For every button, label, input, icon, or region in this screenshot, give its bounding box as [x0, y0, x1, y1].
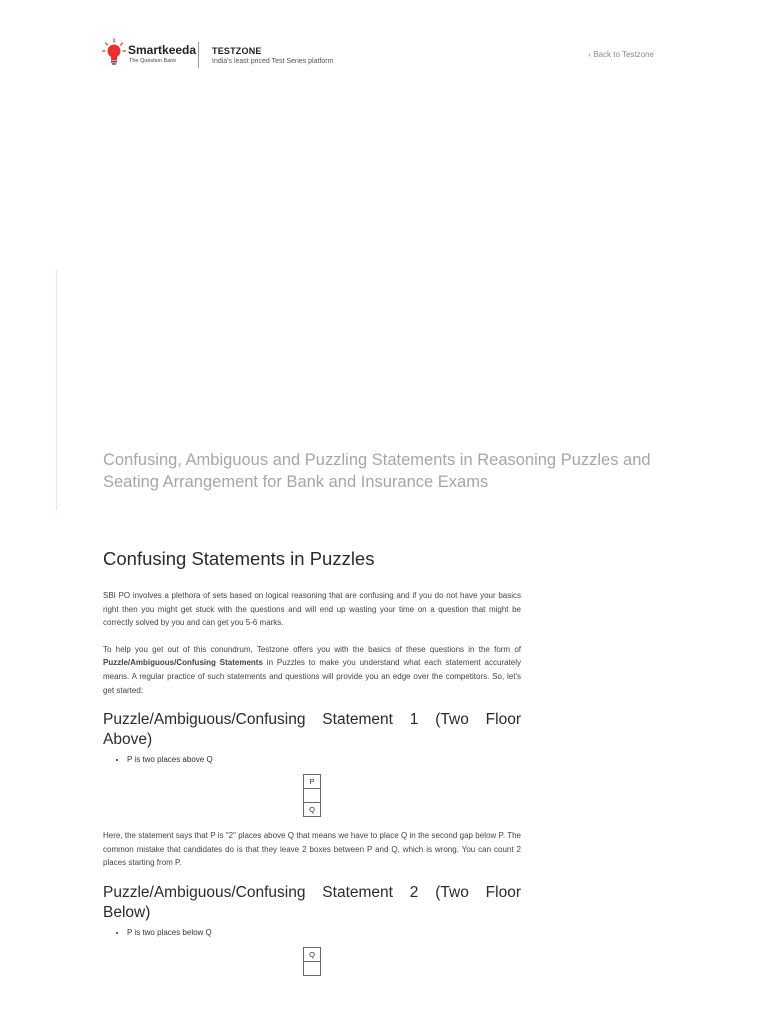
statement-1-list — [103, 754, 521, 766]
back-to-testzone-link[interactable]: ‹ Back to Testzone — [588, 50, 654, 59]
grid-cell — [304, 789, 321, 803]
statement-1-title: Puzzle/Ambiguous/Confusing Statement 1 (Two Floor Above) — [103, 711, 521, 749]
hero-title: Confusing, Ambiguous and Puzzling Statements in Reasoning Puzzles and Seating Arrangement for Bank and Insurance Exams — [103, 451, 651, 491]
article-content — [103, 547, 521, 988]
statement-1-bullet: • P is two places above Q — [127, 754, 521, 766]
statement-2-bullet: • P is two places below Q — [127, 927, 521, 939]
grid-cell: Q — [304, 803, 321, 817]
brand-tagline: The Question Bank — [129, 58, 177, 64]
testzone-tagline: India's least priced Test Series platform — [212, 58, 334, 65]
intro-bold-term: Puzzle/Ambiguous/Confusing Statements — [103, 658, 263, 668]
brand-name: Smartkeeda — [128, 43, 197, 57]
grid-cell — [304, 961, 321, 975]
grid-cell: Q — [304, 947, 321, 961]
intro-paragraph-1: SBI PO involves a plethora of sets based on logical reasoning that are confusing and if you do not have your basics right then you might get stuck with the questions and will end up wasting your time on a question that might be correctly solved by you and can get you 5-6 marks. — [103, 591, 521, 628]
decorative-line — [56, 270, 57, 510]
intro-text-start: To help you get out of this conundrum, Testzone offers you with the basics of these questions in the form of — [103, 644, 521, 654]
header-divider — [198, 42, 199, 68]
statement-2-title: Puzzle/Ambiguous/Confusing Statement 2 (Two Floor Below) — [103, 883, 521, 921]
statement-1-explanation: Here, the statement says that P is "2" places above Q that means we have to place Q in the second gap below P. The common mistake that candidates do is that they leave 2 boxes between P and Q, which is wrong. You can count 2 places starting from P. — [103, 831, 521, 868]
top-bar — [0, 0, 768, 110]
intro-text-end: in Puzzles to make you understand what each statement accurately means. A regular practice of such statements and questions will provide you an edge over the competitors. So, let's get started: — [103, 658, 522, 695]
statement-2-grid — [303, 947, 321, 976]
intro-paragraph-2 — [103, 643, 521, 697]
smartkeeda-logo[interactable] — [102, 38, 202, 72]
lightbulb-icon — [102, 38, 126, 68]
statement-2-list — [103, 927, 521, 939]
article-heading: Confusing Statements in Puzzles — [103, 548, 375, 569]
statement-1-grid — [303, 774, 321, 817]
testzone-title: TESTZONE — [212, 46, 262, 56]
grid-cell: P — [304, 775, 321, 789]
